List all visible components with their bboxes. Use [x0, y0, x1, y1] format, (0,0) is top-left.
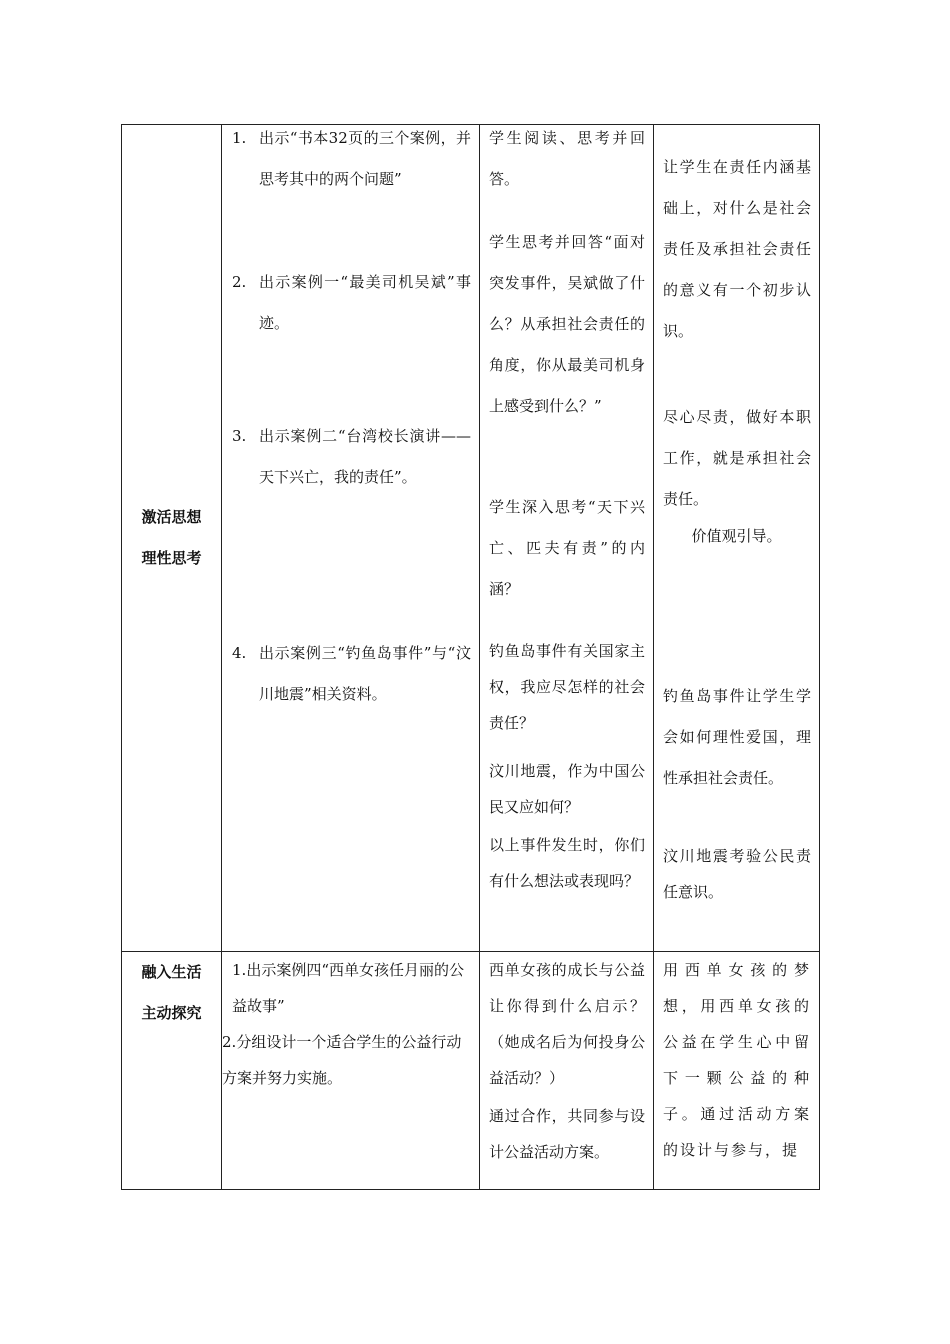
item-number: 4.	[232, 644, 247, 662]
design-intent-cell	[654, 952, 820, 1190]
item-text: 出示案例四“西单女孩任月丽的公益故事”	[232, 961, 464, 1015]
intent-text: 汶川地震考验公民责任意识。	[663, 847, 811, 901]
student-text: 学生思考并回答“面对突发事件，吴斌做了什么？从承担社会责任的角度，你从最美司机身上感受到什么？”	[489, 233, 645, 415]
table-row	[122, 952, 820, 1190]
list-item	[222, 1024, 471, 1096]
student-text: 通过合作，共同参与设计公益活动方案。	[489, 1107, 645, 1161]
item-number: 1.	[232, 961, 247, 979]
teacher-activity-cell	[222, 125, 480, 952]
student-text: 学生深入思考“天下兴亡、匹夫有责”的内涵？	[489, 498, 645, 598]
intent-text: 钓鱼岛事件让学生学会如何理性爱国，理性承担社会责任。	[663, 687, 811, 787]
item-number: 3.	[232, 427, 247, 445]
intent-text: 尽心尽责，做好本职工作，就是承担社会责任。	[663, 408, 811, 508]
list-item	[232, 952, 471, 1024]
stage-line: 理性思考	[141, 549, 202, 567]
list-item	[232, 633, 471, 715]
stage-line: 激活思想	[141, 508, 202, 526]
student-activity-cell	[480, 125, 654, 952]
table-row	[122, 125, 820, 952]
student-text: 以上事件发生时，你们有什么想法或表现吗？	[489, 836, 645, 890]
item-text: 出示“书本32页的三个案例，并思考其中的两个问题”	[259, 129, 471, 188]
stage-line: 主动探究	[141, 1004, 202, 1022]
student-text: 西单女孩的成长与公益让你得到什么启示？（她成名后为何投身公益活动？）	[489, 961, 645, 1087]
intent-text: 让学生在责任内涵基础上，对什么是社会责任及承担社会责任的意义有一个初步认识。	[663, 158, 811, 340]
item-number: 1.	[232, 129, 247, 147]
stage-cell	[122, 125, 222, 952]
item-number: 2.	[222, 1033, 237, 1051]
student-activity-cell	[480, 952, 654, 1190]
item-text: 出示案例二“台湾校长演讲——天下兴亡，我的责任”。	[259, 427, 471, 486]
item-text: 分组设计一个适合学生的公益行动方案并努力实施。	[222, 1033, 462, 1087]
intent-text: 用西单女孩的梦想，用西单女孩的公益在学生心中留下一颗公益的种子。通过活动方案的设计与参与，提	[663, 961, 811, 1159]
item-text: 出示案例三“钓鱼岛事件”与“汶川地震”相关资料。	[259, 644, 471, 703]
item-number: 2.	[232, 273, 247, 291]
student-text: 钓鱼岛事件有关国家主权，我应尽怎样的社会责任？	[489, 642, 645, 732]
list-item	[232, 262, 471, 344]
item-text: 出示案例一“最美司机吴斌”事迹。	[259, 273, 471, 332]
design-intent-cell	[654, 125, 820, 952]
student-text: 汶川地震，作为中国公民又应如何？	[489, 762, 645, 816]
stage-cell	[122, 952, 222, 1190]
student-text: 学生阅读、思考并回答。	[489, 129, 645, 188]
list-item	[232, 416, 471, 498]
stage-line: 融入生活	[141, 963, 202, 981]
list-item	[232, 118, 471, 200]
intent-text: 价值观引导。	[691, 527, 782, 545]
lesson-plan-table	[121, 124, 820, 1190]
teacher-activity-cell	[222, 952, 480, 1190]
